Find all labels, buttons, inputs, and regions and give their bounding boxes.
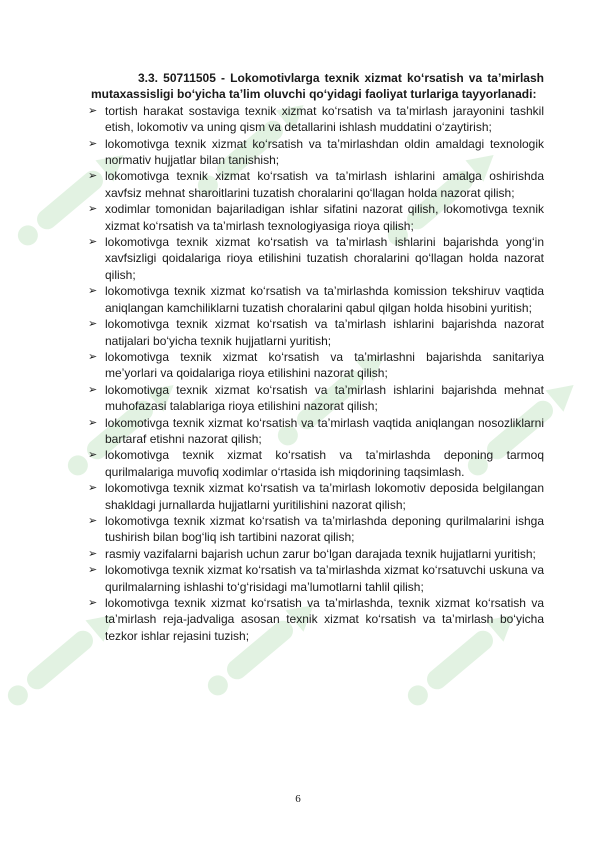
list-item <box>88 349 544 382</box>
list-item-text: lokomotivga texnik xizmat ko‘rsatish va ta’mirlash ishlarini bajarishda yong‘in xavfsizligi qoidalariga rioya etilishini tuzatish choralarini qo‘llagan holda nazorat qilish; <box>105 235 544 282</box>
list-item <box>88 382 544 415</box>
list-item <box>88 136 544 169</box>
list-item <box>88 316 544 349</box>
bullet-arrow-icon: ➢ <box>88 449 98 462</box>
page-number: 6 <box>295 793 301 805</box>
bullet-arrow-icon: ➢ <box>88 597 98 609</box>
bullet-arrow-icon: ➢ <box>88 170 98 183</box>
bullet-arrow-icon: ➢ <box>88 137 98 150</box>
section-heading: 3.3. 50711505 - Lokomotivlarga texnik xizmat ko‘rsatish va ta’mirlash mutaxassisligi bo‘yicha ta’lim oluvchi qo‘yidagi faoliyat turlariga tayyorlanadi: <box>91 71 544 102</box>
list-item <box>88 103 544 136</box>
bullet-arrow-icon: ➢ <box>88 104 98 117</box>
list-item <box>88 234 544 283</box>
bullet-arrow-icon: ➢ <box>88 285 98 298</box>
list-item-text: lokomotivga texnik xizmat ko‘rsatish va ta’mirlash lokomotiv deposida belgilangan shakldagi jurnallarda hujjatlarni yuritilishini nazorat qilish; <box>105 481 544 512</box>
list-item-text: lokomotivga texnik xizmat ko‘rsatish va ta’mirlashdan oldin amaldagi texnologik normativ hujjatlar bilan tanishish; <box>105 136 544 168</box>
list-item <box>88 562 544 595</box>
list-item <box>88 595 544 644</box>
bullet-arrow-icon: ➢ <box>88 318 98 331</box>
list-item <box>88 546 544 562</box>
list-item-text: rasmiy vazifalarni bajarish uchun zarur bo‘lgan darajada texnik hujjatlarni yuritish; <box>105 546 536 561</box>
list-item-text: lokomotivga texnik xizmat ko‘rsatish va ta’mirlashda xizmat ko‘rsatuvchi uskuna va qurilmalarning ishlashi to‘g‘risidagi ma’lumotlarni tahlil qilish; <box>105 563 544 594</box>
list-item <box>88 168 544 201</box>
list-item-text: lokomotivga texnik xizmat ko‘rsatish va ta’mirlashda deponing tarmoq qurilmalariga muvofiq xodimlar o‘rtasida ish miqdorining taqsimlash. <box>105 448 544 479</box>
bullet-arrow-icon: ➢ <box>88 547 98 560</box>
list-item-text: lokomotivga texnik xizmat ko‘rsatish va ta’mirlash ishlarini amalga oshirishda xavfsiz mehnat sharoitlarini tuzatish choralarini qo‘llagan holda nazorat qilish; <box>105 169 544 200</box>
bullet-arrow-icon: ➢ <box>88 350 98 363</box>
list-item-text: lokomotivga texnik xizmat ko‘rsatish va ta’mirlash vaqtida aniqlangan nosozliklarni bartaraf etishni nazorat qilish; <box>105 415 544 446</box>
list-item <box>88 513 544 546</box>
bullet-arrow-icon: ➢ <box>88 383 98 396</box>
bullet-arrow-icon: ➢ <box>88 236 98 249</box>
list-item-text: lokomotivga texnik xizmat ko‘rsatish va ta’mirlashda, texnik xizmat ko‘rsatish va ta’mirlash reja-jadvaliga asosan texnik xizmat ko‘rsatish va ta’mirlash bo‘yicha tezkor ishlar rejasini tuzish; <box>105 596 544 643</box>
list-item-text: lokomotivga texnik xizmat ko‘rsatish va ta’mirlash ishlarini bajarishda mehnat muhofazasi talablariga rioya etilishini nazorat qilish; <box>105 382 544 414</box>
list-item-text: xodimlar tomonidan bajariladigan ishlar sifatini nazorat qilish, lokomotivga texnik xizmat ko‘rsatish va ta’mirlash texnologiyasiga rioya qilish; <box>105 202 544 233</box>
bullet-arrow-icon: ➢ <box>88 482 98 495</box>
document-body <box>88 70 544 644</box>
list-item <box>88 415 544 448</box>
bullet-list <box>88 103 544 644</box>
bullet-arrow-icon: ➢ <box>88 514 98 527</box>
list-item-text: lokomotivga texnik xizmat ko‘rsatish va ta’mirlashni bajarishda sanitariya me’yorlari va qoidalariga rioya etilishini nazorat qilish; <box>105 349 544 381</box>
list-item <box>88 447 544 480</box>
bullet-arrow-icon: ➢ <box>88 203 98 216</box>
list-item <box>88 201 544 234</box>
list-item <box>88 283 544 316</box>
list-item-text: lokomotivga texnik xizmat ko‘rsatish va ta’mirlashda deponing qurilmalarini ishga tushirish bilan bog‘liq ish tartibini nazorat qilish; <box>105 513 544 545</box>
bullet-arrow-icon: ➢ <box>88 416 98 429</box>
list-item-text: tortish harakat sostaviga texnik xizmat ko‘rsatish va ta’mirlash jarayonini tashkil etish, lokomotiv va uning qism va detallarini ishlash muddatini o‘zaytirish; <box>105 103 544 135</box>
list-item-text: lokomotivga texnik xizmat ko‘rsatish va ta’mirlash ishlarini bajarishda nazorat natijalari bo‘yicha texnik hujjatlarni yuritish; <box>105 317 544 348</box>
bullet-arrow-icon: ➢ <box>88 564 98 577</box>
list-item <box>88 480 544 513</box>
list-item-text: lokomotivga texnik xizmat ko‘rsatish va ta’mirlashda komission tekshiruv vaqtida aniqlangan kamchiliklarni tuzatish choralarini qabul qilgan holda hisobini yuritish; <box>105 284 544 315</box>
